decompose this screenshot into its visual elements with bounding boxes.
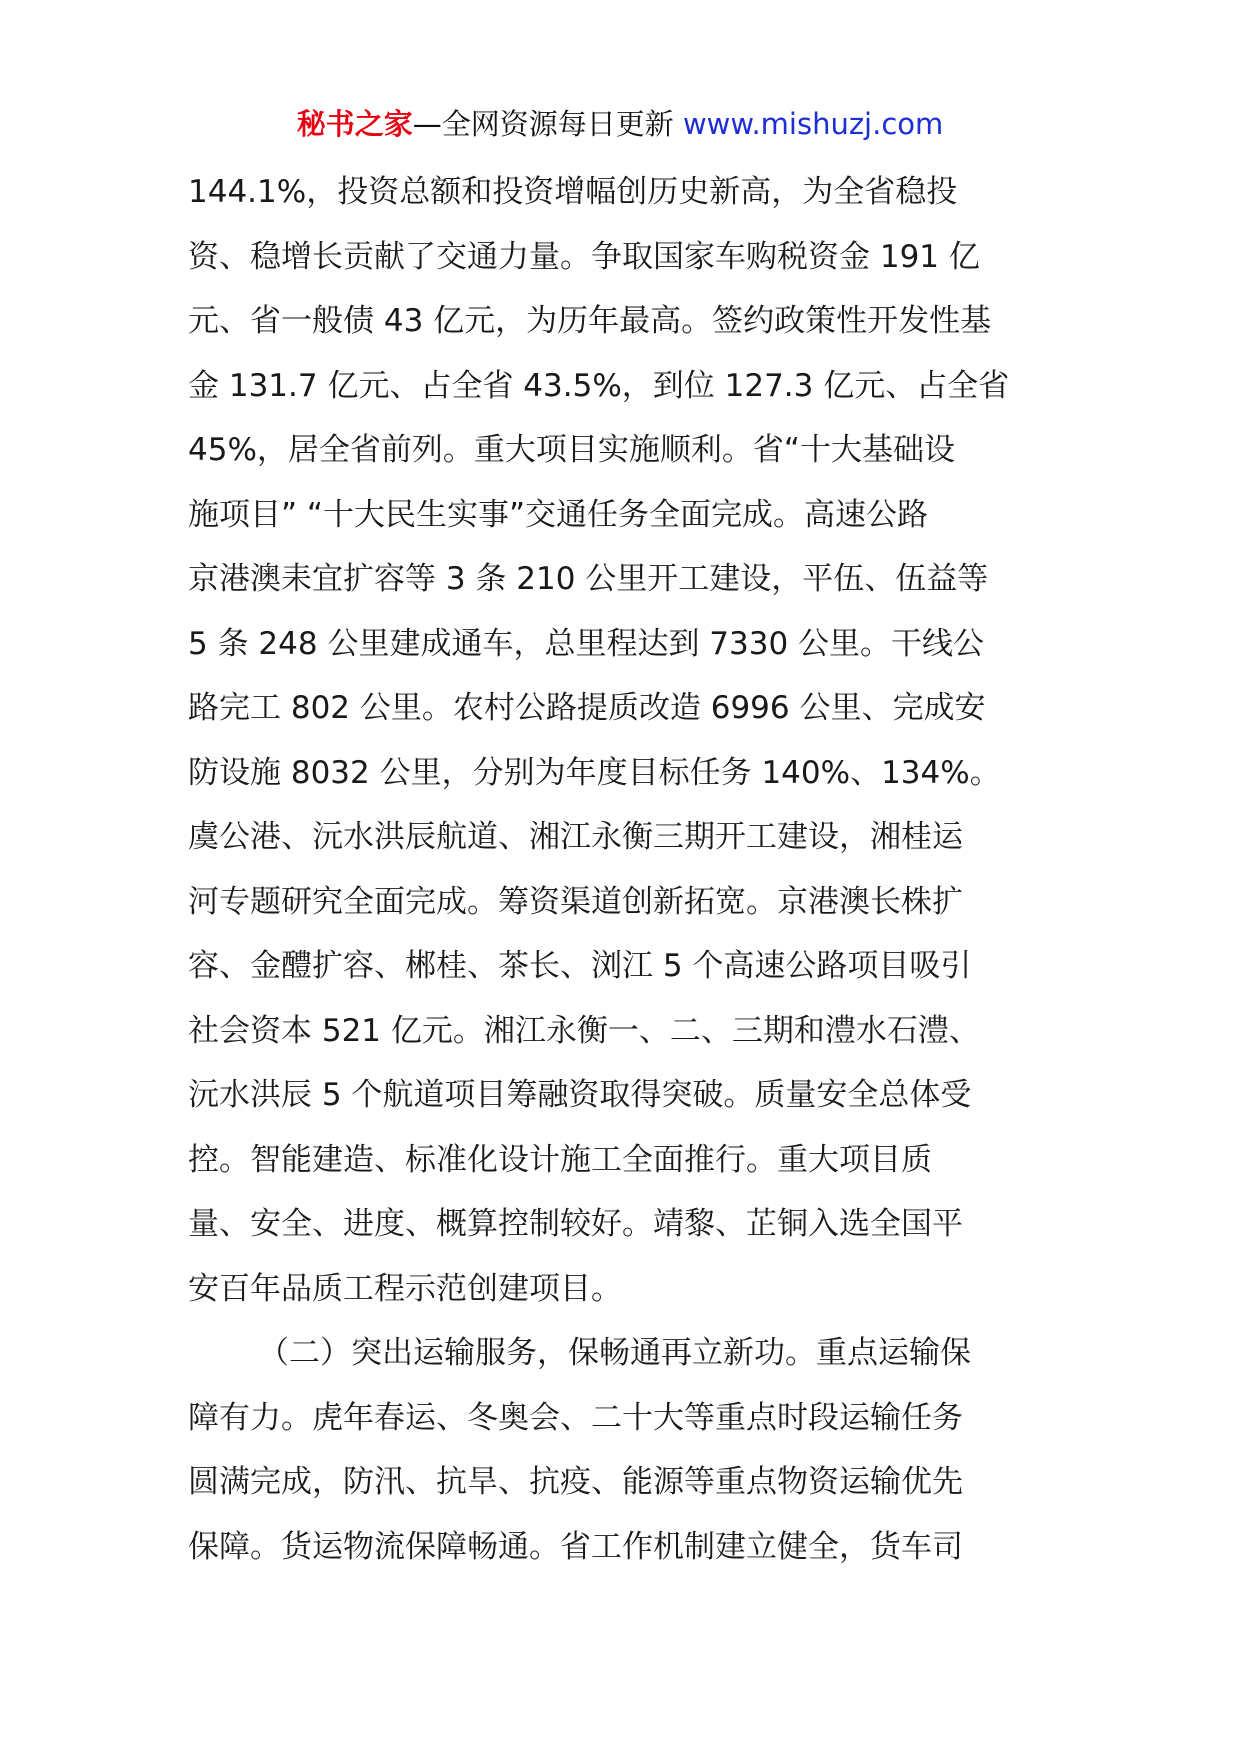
section-heading-line: （二）突出运输服务，保畅通再立新功。重点运输保 [258,1335,971,1371]
body-line: 沅水洪辰 5 个航道项目筹融资取得突破。质量安全总体受 [188,1077,972,1113]
body-line: 圆满完成，防汛、抗旱、抗疫、能源等重点物资运输优先 [188,1464,963,1500]
body-line: 144.1%，投资总额和投资增幅创历史新高，为全省稳投 [188,174,958,210]
site-header [0,104,1240,144]
body-line: 元、省一般债 43 亿元，为历年最高。签约政策性开发性基 [188,303,992,339]
body-line: 保障。货运物流保障畅通。省工作机制建立健全，货车司 [188,1528,963,1565]
body-line: 资、稳增长贡献了交通力量。争取国家车购税资金 191 亿 [188,238,980,275]
body-line: 河专题研究全面完成。筹资渠道创新拓宽。京港澳长株扩 [188,883,963,920]
body-line: 控。智能建造、标准化设计施工全面推行。重大项目质 [188,1141,932,1178]
header-slogan: —全网资源每日更新 [412,107,674,141]
brand-name: 秘书之家 [296,107,413,141]
body-line: 5 条 248 公里建成通车，总里程达到 7330 公里。干线公 [188,625,985,662]
site-url-link[interactable]: www.mishuzj.com [682,107,944,141]
body-line: 金 131.7 亿元、占全省 43.5%，到位 127.3 亿元、占全省 [188,367,1010,404]
body-line: 量、安全、进度、概算控制较好。靖黎、芷铜入选全国平 [188,1206,963,1242]
body-line: 防设施 8032 公里，分别为年度目标任务 140%、134%。 [188,754,1001,791]
body-line: 京港澳耒宜扩容等 3 条 210 公里开工建设，平伍、伍益等 [188,561,989,597]
body-line: 路完工 802 公里。农村公路提质改造 6996 公里、完成安 [188,690,986,726]
body-line: 虞公港、沅水洪辰航道、湘江永衡三期开工建设，湘桂运 [188,819,963,855]
body-line: 障有力。虎年春运、冬奥会、二十大等重点时段运输任务 [188,1399,963,1436]
body-text [188,160,1068,1579]
body-line: 安百年品质工程示范创建项目。 [188,1270,622,1307]
body-line: 45%，居全省前列。重大项目实施顺利。省“十大基础设 [188,432,955,468]
body-line: 容、金醴扩容、郴桂、茶长、浏江 5 个高速公路项目吸引 [188,948,972,984]
body-line: 施项目” “十大民生实事”交通任务全面完成。高速公路 [188,496,929,533]
body-line: 社会资本 521 亿元。湘江永衡一、二、三期和澧水石澧、 [188,1012,980,1049]
